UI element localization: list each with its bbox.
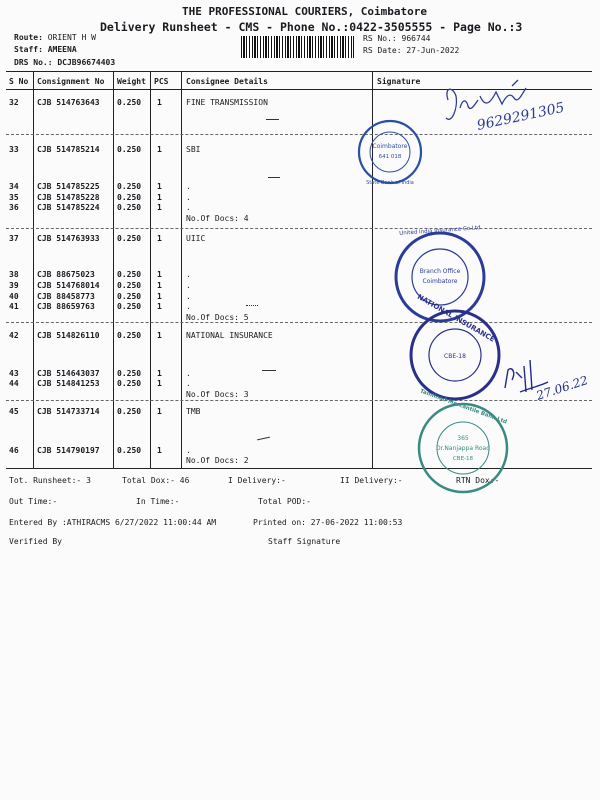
row-consignee: .: [186, 369, 191, 378]
stamp-tmb-text: Tamilnad Mercantile Bank Ltd: [419, 388, 508, 426]
row-sno: 37: [9, 234, 19, 243]
row-consignee: TMB: [186, 407, 201, 416]
row-consignment: CJB 514785225: [37, 182, 100, 191]
svg-text:365: 365: [457, 435, 469, 442]
stamp-national-text: NATIONAL INSURANCE: [415, 292, 497, 344]
route-value: ORIENT H W: [47, 33, 96, 42]
row-weight: 0.250: [117, 302, 142, 311]
row-consignee: FINE TRANSMISSION: [186, 98, 268, 107]
col-header-consignee: Consignee Details: [186, 77, 268, 86]
row-sno: 32: [9, 98, 19, 107]
row-consignee: .: [186, 292, 191, 301]
i-delivery: I Delivery:-: [228, 476, 286, 485]
company-title: THE PROFESSIONAL COURIERS, Coimbatore: [182, 5, 428, 18]
row-sno: 45: [9, 407, 19, 416]
row-consignment: CJB 514763933: [37, 234, 100, 243]
row-consignment: CJB 514643037: [37, 369, 100, 378]
row-consignee: .: [186, 281, 191, 290]
row-weight: 0.250: [117, 292, 142, 301]
row-sno: 41: [9, 302, 19, 311]
row-pcs: 1: [157, 369, 162, 378]
row-weight: 0.250: [117, 407, 142, 416]
row-weight: 0.250: [117, 145, 142, 154]
row-weight: 0.250: [117, 379, 142, 388]
row-weight: 0.250: [117, 270, 142, 279]
total-runsheet: Tot. Runsheet:- 3: [9, 476, 91, 485]
staff-label: Staff:: [14, 45, 43, 54]
row-weight: 0.250: [117, 234, 142, 243]
row-consignment: CJB 514768014: [37, 281, 100, 290]
row-sno: 46: [9, 446, 19, 455]
row-consignee: .: [186, 182, 191, 191]
row-consignment: CJB 88675023: [37, 270, 95, 279]
verified-by: Verified By: [9, 537, 62, 546]
row-pcs: 1: [157, 446, 162, 455]
handwritten-signature: [446, 80, 566, 134]
total-dox: Total Dox:- 46: [122, 476, 190, 485]
row-sno: 36: [9, 203, 19, 212]
row-consignment: CJB 514785214: [37, 145, 100, 154]
row-consignment: CJB 514785228: [37, 193, 100, 202]
ii-delivery: II Delivery:-: [340, 476, 403, 485]
col-header-sno: S No: [9, 77, 29, 86]
row-consignment: CJB 514826110: [37, 331, 100, 340]
entered-by: Entered By :ATHIRACMS 6/27/2022 11:00:44 AM: [9, 518, 217, 527]
docs-count: No.Of Docs: 3: [186, 390, 249, 399]
row-sno: 42: [9, 331, 19, 340]
rs-date-value: 27-Jun-2022: [406, 46, 460, 55]
row-consignment: CJB 514790197: [37, 446, 100, 455]
row-pcs: 1: [157, 302, 162, 311]
row-pcs: 1: [157, 407, 162, 416]
row-weight: 0.250: [117, 182, 142, 191]
row-weight: 0.250: [117, 193, 142, 202]
row-consignee: .: [186, 302, 191, 311]
total-pod: Total POD:-: [258, 497, 311, 506]
col-header-weight: Weight: [117, 77, 146, 86]
svg-text:Coimbatore: Coimbatore: [372, 143, 408, 150]
row-weight: 0.250: [117, 98, 142, 107]
staff-signature: Staff Signature: [268, 537, 341, 546]
row-sno: 33: [9, 145, 19, 154]
docs-count: No.Of Docs: 4: [186, 214, 249, 223]
stamp-uiic-text: United India Insurance Co.Ltd: [399, 225, 481, 237]
row-pcs: 1: [157, 145, 162, 154]
row-sno: 39: [9, 281, 19, 290]
row-pcs: 1: [157, 281, 162, 290]
rs-no-value: 966744: [401, 34, 431, 43]
out-time: Out Time:-: [9, 497, 58, 506]
row-pcs: 1: [157, 203, 162, 212]
row-weight: 0.250: [117, 281, 142, 290]
row-weight: 0.250: [117, 331, 142, 340]
drs-label: DRS No.:: [14, 58, 53, 67]
row-pcs: 1: [157, 182, 162, 191]
handwritten-date: 27.06.22: [534, 373, 590, 403]
stamp-sbi: [359, 121, 421, 186]
row-consignment: CJB 514785224: [37, 203, 100, 212]
row-weight: 0.250: [117, 203, 142, 212]
svg-text:CBE-18: CBE-18: [444, 353, 466, 360]
row-sno: 38: [9, 270, 19, 279]
row-consignment: CJB 88458773: [37, 292, 95, 301]
printed-on: Printed on: 27-06-2022 11:00:53: [253, 518, 403, 527]
svg-text:Branch Office: Branch Office: [419, 268, 461, 275]
docs-count: No.Of Docs: 5: [186, 313, 249, 322]
rs-date-label: RS Date:: [363, 46, 402, 55]
svg-text:Coimbatore: Coimbatore: [422, 278, 458, 285]
col-header-signature: Signature: [377, 77, 421, 86]
row-pcs: 1: [157, 193, 162, 202]
row-consignee: .: [186, 193, 191, 202]
handwritten-initials: [505, 360, 590, 403]
row-pcs: 1: [157, 98, 162, 107]
row-consignee: NATIONAL INSURANCE: [186, 331, 273, 340]
runsheet-title: Delivery Runsheet - CMS - Phone No.:0422-3505555 - Page No.:3: [100, 20, 523, 34]
svg-text:Dr.Nanjappa Road: Dr.Nanjappa Road: [435, 445, 491, 452]
svg-text:CBE-18: CBE-18: [452, 456, 474, 462]
stamp-sbi-text: State Bank of India: [366, 180, 414, 186]
row-consignment: CJB 514733714: [37, 407, 100, 416]
row-sno: 44: [9, 379, 19, 388]
row-sno: 43: [9, 369, 19, 378]
row-consignee: .: [186, 379, 191, 388]
row-consignee: .: [186, 203, 191, 212]
in-time: In Time:-: [136, 497, 180, 506]
stamp-tmb: [419, 389, 508, 492]
col-header-pcs: PCS: [154, 77, 169, 86]
row-pcs: 1: [157, 270, 162, 279]
row-consignment: CJB 514763643: [37, 98, 100, 107]
drs-value: DCJB96674403: [57, 58, 116, 67]
handwritten-phone: 9629291305: [475, 99, 566, 134]
stamp-national: [411, 293, 499, 399]
rtn-dox: RTN Dox:-: [456, 476, 500, 485]
row-consignment: CJB 514841253: [37, 379, 100, 388]
rs-no-label: RS No.:: [363, 34, 397, 43]
row-sno: 35: [9, 193, 19, 202]
row-weight: 0.250: [117, 446, 142, 455]
row-pcs: 1: [157, 292, 162, 301]
row-consignee: .: [186, 270, 191, 279]
row-sno: 40: [9, 292, 19, 301]
row-consignee: SBI: [186, 145, 201, 154]
row-consignment: CJB 88659763: [37, 302, 95, 311]
docs-count: No.Of Docs: 2: [186, 456, 249, 465]
row-sno: 34: [9, 182, 19, 191]
route-label: Route:: [14, 33, 43, 42]
row-pcs: 1: [157, 379, 162, 388]
staff-value: AMEENA: [47, 45, 77, 54]
row-consignee: .: [186, 446, 191, 455]
col-header-consignment: Consignment No: [37, 77, 105, 86]
row-consignee: UIIC: [186, 234, 206, 243]
row-weight: 0.250: [117, 369, 142, 378]
row-pcs: 1: [157, 331, 162, 340]
row-pcs: 1: [157, 234, 162, 243]
svg-text:641 018: 641 018: [378, 154, 402, 160]
